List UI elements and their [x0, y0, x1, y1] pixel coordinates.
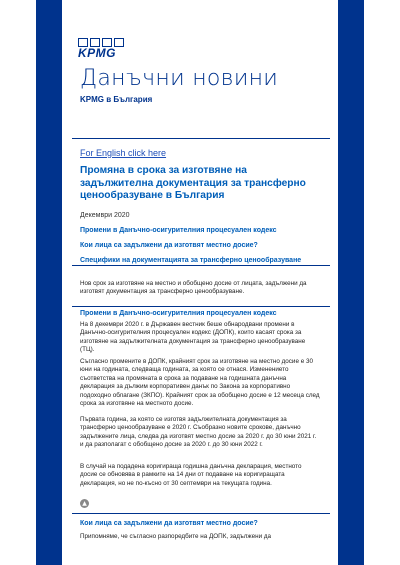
section1-paragraph-3: Първата година, за която се изготвя задължителната документация за трансферно ценообразуване е 2020 г. Съобразно новите срокове, данъчно задължените лица, следва да изготвят местно досие за 2020 г. до 30 юни 2021 г. и да разполагат с обобщено досие за 2020 г. до 30 юни 2022 г.	[80, 416, 317, 449]
newsletter-title: Данъчни новини	[80, 66, 279, 91]
section1-paragraph-4: В случай на подадена коригираща годишна данъчна декларация, местното досие се обновява в рамките на 14 дни от подаване на коригиращата декларация, но не по-късно от 30 септември на текущата година.	[80, 463, 302, 487]
kpmg-logo	[78, 38, 138, 60]
left-brand-bar	[36, 0, 62, 565]
article-date: Декември 2020	[80, 212, 130, 219]
section1-paragraph-1: На 8 декември 2020 г. в Държавен вестник беше обнародвани промени в Данъчно-осигурителния процесуален кодекс (ДОПК), които касаят срока за изготвяне на задължителната документация за трансферно ценообразуване (ТЦ).	[80, 321, 306, 354]
right-brand-bar	[338, 0, 364, 565]
newsletter-subtitle: KPMG в България	[80, 95, 153, 104]
english-version-link[interactable]: For English click here	[80, 148, 167, 158]
section1-paragraph-2: Съгласно промените в ДОПК, крайният срок за изготвяне на местно досие е 30 юни на годината, следваща годината, за която се отнася. Изменението съответства на промяната в срока за подаване на годишната данъчна декларация за дължим корпоративен данък по Закона за корпоративно подоходно облагане (ЗКПО). Крайният срок за обобщено досие е 12 месеца след срока за изготвяне на местното досие.	[80, 358, 320, 408]
section2-paragraph-1: Припомняме, че съгласно разпоредбите на ДОПК, задължени да	[80, 533, 272, 540]
header-banner	[72, 0, 330, 118]
section-title-procedural-code: Промени в Данъчно-осигурителния процесуален кодекс	[80, 310, 277, 317]
toc-link-documentation-specifics[interactable]: Специфики на документацията за трансферно ценообразуване	[80, 257, 302, 264]
divider-toc	[72, 265, 330, 266]
toc-link-procedural-code[interactable]: Промени в Данъчно-осигурителния процесуален кодекс	[80, 227, 277, 234]
divider-intro	[72, 306, 330, 307]
up-arrow-icon[interactable]: ▲	[80, 499, 89, 508]
article-headline: Промяна в срока за изготвяне на задължителна документация за трансферно ценообразуване в България	[80, 165, 306, 201]
section-title-obligated-persons: Кои лица са задължени да изготвят местно досие?	[80, 520, 258, 527]
divider-top	[72, 138, 330, 139]
kpmg-logo-text: KPMG	[78, 46, 116, 60]
toc-link-obligated-persons[interactable]: Кои лица са задължени да изготвят местно досие?	[80, 242, 258, 249]
divider-section2	[72, 513, 330, 514]
intro-paragraph: Нов срок за изготвяне на местно и обобщено досие от лицата, задължени да изготвят документация за трансферно ценообразуване.	[80, 280, 307, 296]
